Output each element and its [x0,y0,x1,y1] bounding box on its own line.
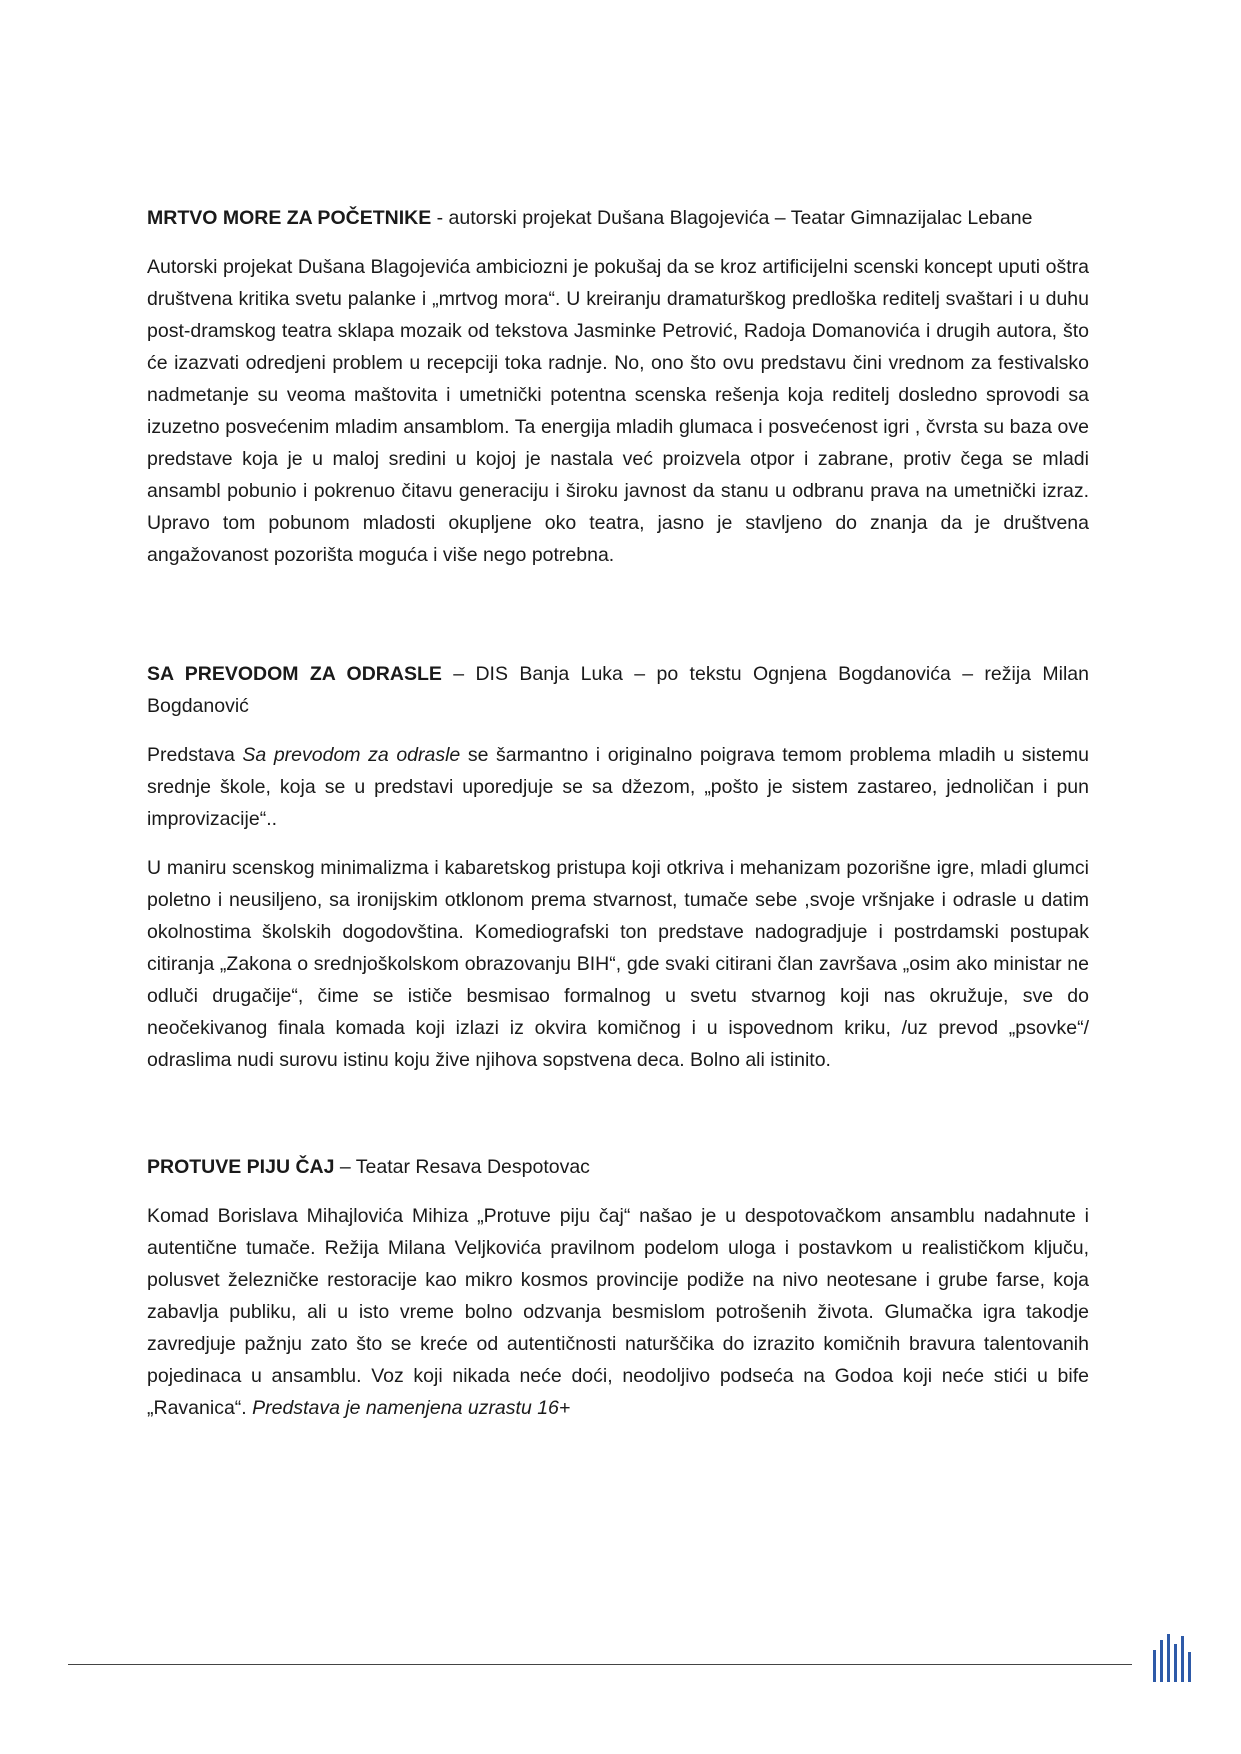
play-details: – DIS Banja Luka – po tekstu Ognjena Bogdanovića – režija Milan Bogdanović [147,663,1089,717]
paragraph-text: se šarmantno i originalno poigrava temom problema mladih u sistemu srednje škole, koja se u predstavi uporedjuje se sa džezom, „pošto je sistem zastareo, jednoličan i pun improvizacije“.. [147,744,1089,830]
section-heading [147,1151,1089,1183]
review-section-protuve [147,1151,1089,1424]
section-heading [147,658,1089,722]
age-note-italic: Predstava je namenjena uzrastu 16+ [252,1397,571,1419]
review-paragraph: U maniru scenskog minimalizma i kabaretskog pristupa koji otkriva i mehanizam pozorišne igre, mladi glumci poletno i neusiljeno, sa ironijskim otklonom prema stvarnost, tumače sebe ,svoje vršnjake i odrasle u datim okolnostima školskih dogodovština. Komediografski ton predstave nadogradjuje i postrdamski postupak citiranja „Zakona o srednjoškolskom obrazovanju BIH“, gde svaki citirani član završava „osim ako ministar ne odluči drugačije“, čime se ističe besmisao formalnog u svetu stvarnog koji nas okružuje, sve do neočekivanog finala komada koji izlazi iz okvira komičnog i u ispovednom kriku, /uz prevod „psovke“/ odraslima nudi surovu istinu koju žive njihova sopstvena deca. Bolno ali istinito. [147,857,1089,1071]
play-title-italic: Sa prevodom za odrasle [242,744,461,766]
play-details: – Teatar Resava Despotovac [334,1156,590,1178]
play-title: SA PREVODOM ZA ODRASLE [147,663,442,685]
section-spacer [147,588,1089,658]
play-title: PROTUVE PIJU ČAJ [147,1156,335,1178]
play-title: MRTVO MORE ZA POČETNIKE [147,207,432,229]
paragraph-text: Komad Borislava Mihajlovića Mihiza „Protuve piju čaj“ našao je u despotovačkom ansamblu nadahnute i autentične tumače. Režija Milana Veljkovića pravilnom podelom uloga i postavkom u realističkom ključu, polusvet železničke restoracije kao mikro kosmos provincije podiže na nivo neotesane i grube farse, koja zabavlja publiku, ali u isto vreme bolno odzvanja besmislom potrošenih života. Glumačka igra takodje zavredjuje pažnju zato što se kreće od autentičnosti naturščika do izrazito komičnih bravura talentovanih pojedinaca u ansamblu. Voz koji nikada neće doći, neodoljivo podseća na Godoa koji neće stići u bife „Ravanica“. [147,1205,1089,1419]
document-body [147,202,1089,1441]
review-paragraph: Autorski projekat Dušana Blagojevića ambiciozni je pokušaj da se kroz artificijelni scenski koncept uputi oštra društvena kritika svetu palanke i „mrtvog mora“. U kreiranju dramaturškog predloška reditelj svaštari i u duhu post-dramskog teatra sklapa mozaik od tekstova Jasminke Petrović, Radoja Domanovića i drugih autora, što će izazvati odredjeni problem u recepciji toka radnje. No, ono što ovu predstavu čini vrednom za festivalsko nadmetanje su veoma maštovita i umetnički potentna scenska rešenja koja reditelj dosledno sprovodi sa izuzetno posvećenim mladim ansamblom. Ta energija mladih glumaca i posvećenost igri , čvrsta su baza ove predstave koja je u maloj sredini u kojoj je nastala već proizvela otpor i zabrane, protiv čega se mladi ansambl pobunio i pokrenuo čitavu generaciju i široku javnost da stanu u odbranu prava na umetnički izraz. Upravo tom pobunom mladosti okupljene oko teatra, jasno je stavljeno do znanja da je društvena angažovanost pozorišta moguća i više nego potrebna. [147,256,1089,566]
section-spacer [147,1093,1089,1151]
footer-divider [68,1664,1132,1665]
play-details: - autorski projekat Dušana Blagojevića – Teatar Gimnazijalac Lebane [431,207,1033,229]
review-paragraph [147,1200,1089,1424]
vertical-bars-logo-icon [1152,1632,1194,1682]
section-heading [147,202,1089,234]
review-section-sa-prevodom [147,658,1089,1076]
review-paragraph [147,739,1089,835]
review-section-mrtvo-more [147,202,1089,571]
paragraph-text: Predstava [147,744,243,766]
